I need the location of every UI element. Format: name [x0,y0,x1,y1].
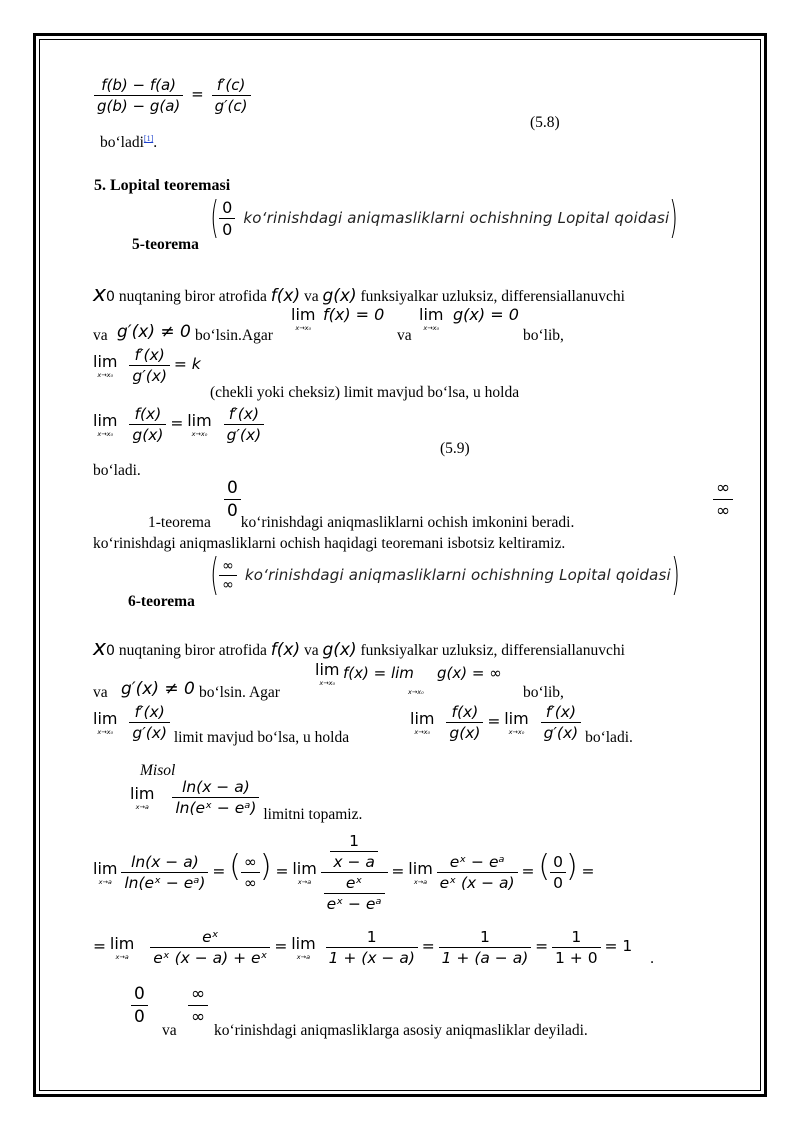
theorem6-frac-den: ∞ [219,575,237,593]
section-heading: 5. Lopital teoremasi [94,177,231,194]
example-step1: lim x→a $\frac{\ln(x - a)}{\text{ln(eˣ − eᵃ)}}$ = ( $\frac{\infty}{\infty}$ ) = lim x→a $\frac{\frac{1}{x - a}}{\frac{\text{eˣ}}{\text{eˣ − eᵃ}}}$ = lim x→a $\frac{\text{eˣ − eᵃ}}{\text{eˣ (x − a)}}$ = ( $\frac{0}{0}$ ) = [93,832,595,913]
para-line2: ko‘rinishdagi aniqmasliklarni ochish haqidagi teoremani isbotsiz keltiramiz. [93,535,566,552]
theorem5-banner-text: ko‘rinishdagi aniqmasliklarni ochishning Lopital qoidasi [243,209,670,227]
footnote-link[interactable]: [1] [143,134,154,143]
theorem6-label: 6-teorema [128,593,195,610]
eq-number-5-8: (5.8) [530,114,560,131]
theorem6-result: lim x→x₀ $\frac{f(x)}{g(x)}$ = lim x→x₀ $\frac{f'(x)}{g'(x)}$ bo‘ladi. [410,703,633,747]
cauchy-den-right: g′(c) [212,95,251,115]
theorem5-frac-num: 0 [222,197,233,217]
cauchy-den-left: g(b) − g(a) [94,95,183,115]
closing-va: va [162,1022,177,1039]
theorem5-line1: x0 nuqtaning biror atrofida f(x) va g(x) funksiyalkar uzluksiz, differensiallanuvchi [93,282,625,307]
closing-inf-frac: ∞ ∞ [188,984,208,1027]
theorem5-after: bo‘ladi. [93,462,141,479]
cauchy-formula: $\frac{f(b) - f(a)}{g(b) - g(a)}$ = $\frac{f'(c)}{g'(c)}$ [94,76,251,115]
theorem5-line2: va g′(x) ≠ 0 bo‘lsin.Agar lim x→x₀ f(x) = 0 va lim x→x₀ g(x) = 0 bo‘lib, [93,305,564,344]
theorem5-line3: lim x→x₀ $\frac{f'(x)}{g'(x)}$ = k [93,346,201,385]
para-inf-frac: ∞ ∞ [713,478,733,521]
theorem6-banner-text: ko‘rinishdagi aniqmasliklarni ochishning Lopital qoidasi [244,566,671,584]
theorem6-frac-num: ∞ [222,557,234,574]
para-line1: 1-teorema ko‘rinishdagi aniqmasliklarni ochish imkonini beradi. [148,514,575,531]
example-title: Misol [140,762,176,779]
cauchy-after-text: bo‘ladi[1]. [100,134,158,151]
example-step2: = lim x→a $\frac{\text{eˣ}}{\text{eˣ (x − a) + eˣ}}$ = lim x→a $\frac{1}{1 + (x - a)}$ = $\frac{1}{1 + (a - a)}$ = $\frac{1}{1 + 0}$ = 1 . [93,928,654,968]
theorem5-line3-text: (chekli yoki cheksiz) limit mavjud bo‘lsa, u holda [210,384,520,401]
eq-number-5-9: (5.9) [440,440,470,457]
example-statement: lim x→a $\frac{\ln(x - a)}{\text{ln(eˣ − eᵃ)}}$ limitni topamiz. [130,778,363,824]
theorem6-line2: va g′(x) ≠ 0 bo‘lsin. Agar lim x→x₀ f(x) = lim x→x₀ g(x) = ∞ bo‘lib, [93,660,564,701]
closing-zero-frac: $\frac{0}{0}$ [131,984,148,1027]
theorem6-banner: ( $\frac{\infty}{\infty}$ ko‘rinishdagi aniqmasliklarni ochishning Lopital qoidasi ) [210,549,680,600]
theorem5-label: 5-teorema [132,236,199,253]
theorem6-line3: lim x→x₀ $\frac{f'(x)}{g'(x)}$ limit mavjud bo‘lsa, u holda [93,703,350,747]
para-zero-frac: $\frac{0}{0}$ [224,478,241,521]
cauchy-num-right: f′(c) [216,76,246,94]
theorem5-frac-den: 0 [219,218,235,239]
theorem5-result: lim x→x₀ $\frac{f(x)}{g(x)}$ = lim x→x₀ $\frac{f'(x)}{g'(x)}$ [93,405,264,444]
theorem6-line1: x0 nuqtaning biror atrofida f(x) va g(x) funksiyalkar uzluksiz, differensiallanuvchi [93,636,625,661]
closing-text: ko‘rinishdagi aniqmasliklarga asosiy aniqmasliklar deyiladi. [214,1022,588,1039]
theorem5-banner: ( $\frac{0}{0}$ ko‘rinishdagi aniqmasliklarni ochishning Lopital qoidasi ) [210,192,679,243]
cauchy-num-left: f(b) − f(a) [101,76,177,94]
